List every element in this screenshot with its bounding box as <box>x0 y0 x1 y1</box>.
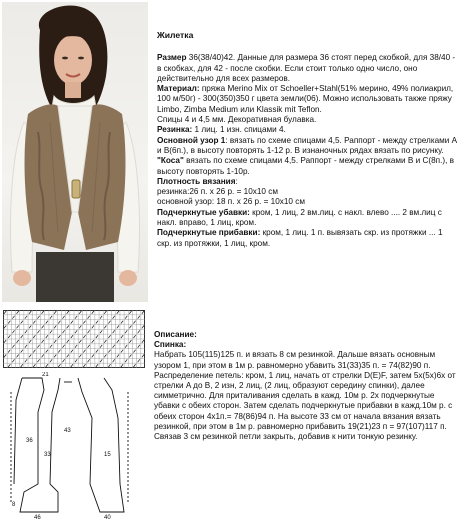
pattern1-paragraph <box>157 136 457 157</box>
increases-text: кром, 1 лиц. 1 п. вывязать скр. из протяжки ... 1 скр. из протяжки, 1 лиц, кром. <box>157 228 443 248</box>
description-label: Описание: <box>154 330 197 339</box>
material-paragraph <box>157 84 457 115</box>
measure-mid: 33 <box>44 452 51 458</box>
measure-width: 36 <box>26 438 33 444</box>
increases-label: Подчеркнутые прибавки: <box>157 228 261 238</box>
pattern1-label: Основной узор 1 <box>157 135 226 145</box>
measure-bottom-alt: 40 <box>104 515 111 520</box>
rib-label: Резинка: <box>157 125 193 135</box>
description-section <box>154 330 458 442</box>
model-photo <box>2 2 148 302</box>
knitting-chart-grid <box>3 310 145 368</box>
pattern1-text: : вязать по схеме спицами 4,5. Раппорт - между стрелками A и B(6п.), в высоту повторять 1-12 р. В изнаночных рядах вязать по рисунку. <box>157 135 457 155</box>
materials-section <box>157 30 457 249</box>
pattern-outline <box>8 372 134 520</box>
knitting-chart <box>3 310 145 368</box>
description-text: Набрать 105(115)125 п. и вязать 8 см резинкой. Дальше вязать основным узором 1, при этом в 1м р. равномерно убавить 31(33)35 п. = 74(82)90 п. Распределение петель: кром, 1 лиц, начать от стрелки D(E)F, затем 5x(5x)6x от стрелки A до B, 2 изн, 2 лиц, (2 лиц, образуют середину спинки), далее симметрично. Для приталивания сделать в кажд. 10м р. 2x подчеркнутые убавки с обеих сторон. Затем сделать подчеркнутые прибавки в кажд.10м р. с обеих сторон 4x1п.= 78(86)94 п. На высоте 33 см от начала вязания вязать резинкой, при этом в 1м р. равномерно прибавить 19(21)23 п = 97(107)117 п. Связав 3 см резинкой петли закрыть, добавив к нити тонкую резинку. <box>154 350 456 442</box>
size-text: 36(38/40)42. Данные для размера 36 стоят перед скобкой, для 38/40 - в скобках, для 42 - после скобки. Если стоит только одно число, оно действительно для всех размеров. <box>157 53 456 83</box>
measure-low: 15 <box>104 452 111 458</box>
braid-text: вязать по схеме спицами 4,5. Раппорт - между стрелками B и C(8п.), в высоту повторять 1-10р. <box>157 156 455 176</box>
measure-bottom: 46 <box>34 515 41 520</box>
density-main: основной узор: 18 п. x 26 р. = 10x10 см <box>157 197 305 207</box>
back-label: Спинка: <box>154 340 187 350</box>
vest-illustration <box>2 2 148 302</box>
density-paragraph <box>157 177 457 187</box>
decreases-text: кром, 1 лиц, 2 вм.лиц. с накл. влево .... 2 вм.лиц с накл. вправо, 1 лиц, кром. <box>157 207 442 228</box>
measure-side: 43 <box>64 428 71 434</box>
size-paragraph <box>157 53 457 84</box>
increases-paragraph <box>157 228 457 249</box>
article-title: Жилетка <box>157 30 194 40</box>
braid-label: "Коса" <box>157 156 184 166</box>
decreases-label: Подчеркнутые убавки: <box>157 207 250 217</box>
needles-text: Спицы 4 и 4,5 мм. Декоративная булавка. <box>157 115 317 125</box>
density-rib: резинка:26 п. x 26 р. = 10x10 см <box>157 187 278 197</box>
density-label: Плотность вязания <box>157 176 236 186</box>
material-text: пряжа Merino Mix от Schoeller+Stahl(51% мерино, 49% полиакрил, 100 м/50г) - 300(350)350 г цвета земли(06). Можно использовать также пряжу Limbo, Zimba Medium или Klassik mit Teflon. <box>157 84 454 114</box>
pattern-outline-drawing <box>8 372 134 520</box>
rib-text: 1 лиц. 1 изн. спицами 4. <box>192 125 286 135</box>
decreases-paragraph <box>157 208 457 229</box>
braid-paragraph <box>157 156 457 177</box>
material-label: Материал: <box>157 84 200 94</box>
rib-paragraph <box>157 125 457 135</box>
measure-hem: 8 <box>12 502 16 508</box>
size-label: Размер <box>157 53 187 63</box>
measure-top: 21 <box>42 372 49 378</box>
density-colon: : <box>235 176 238 186</box>
